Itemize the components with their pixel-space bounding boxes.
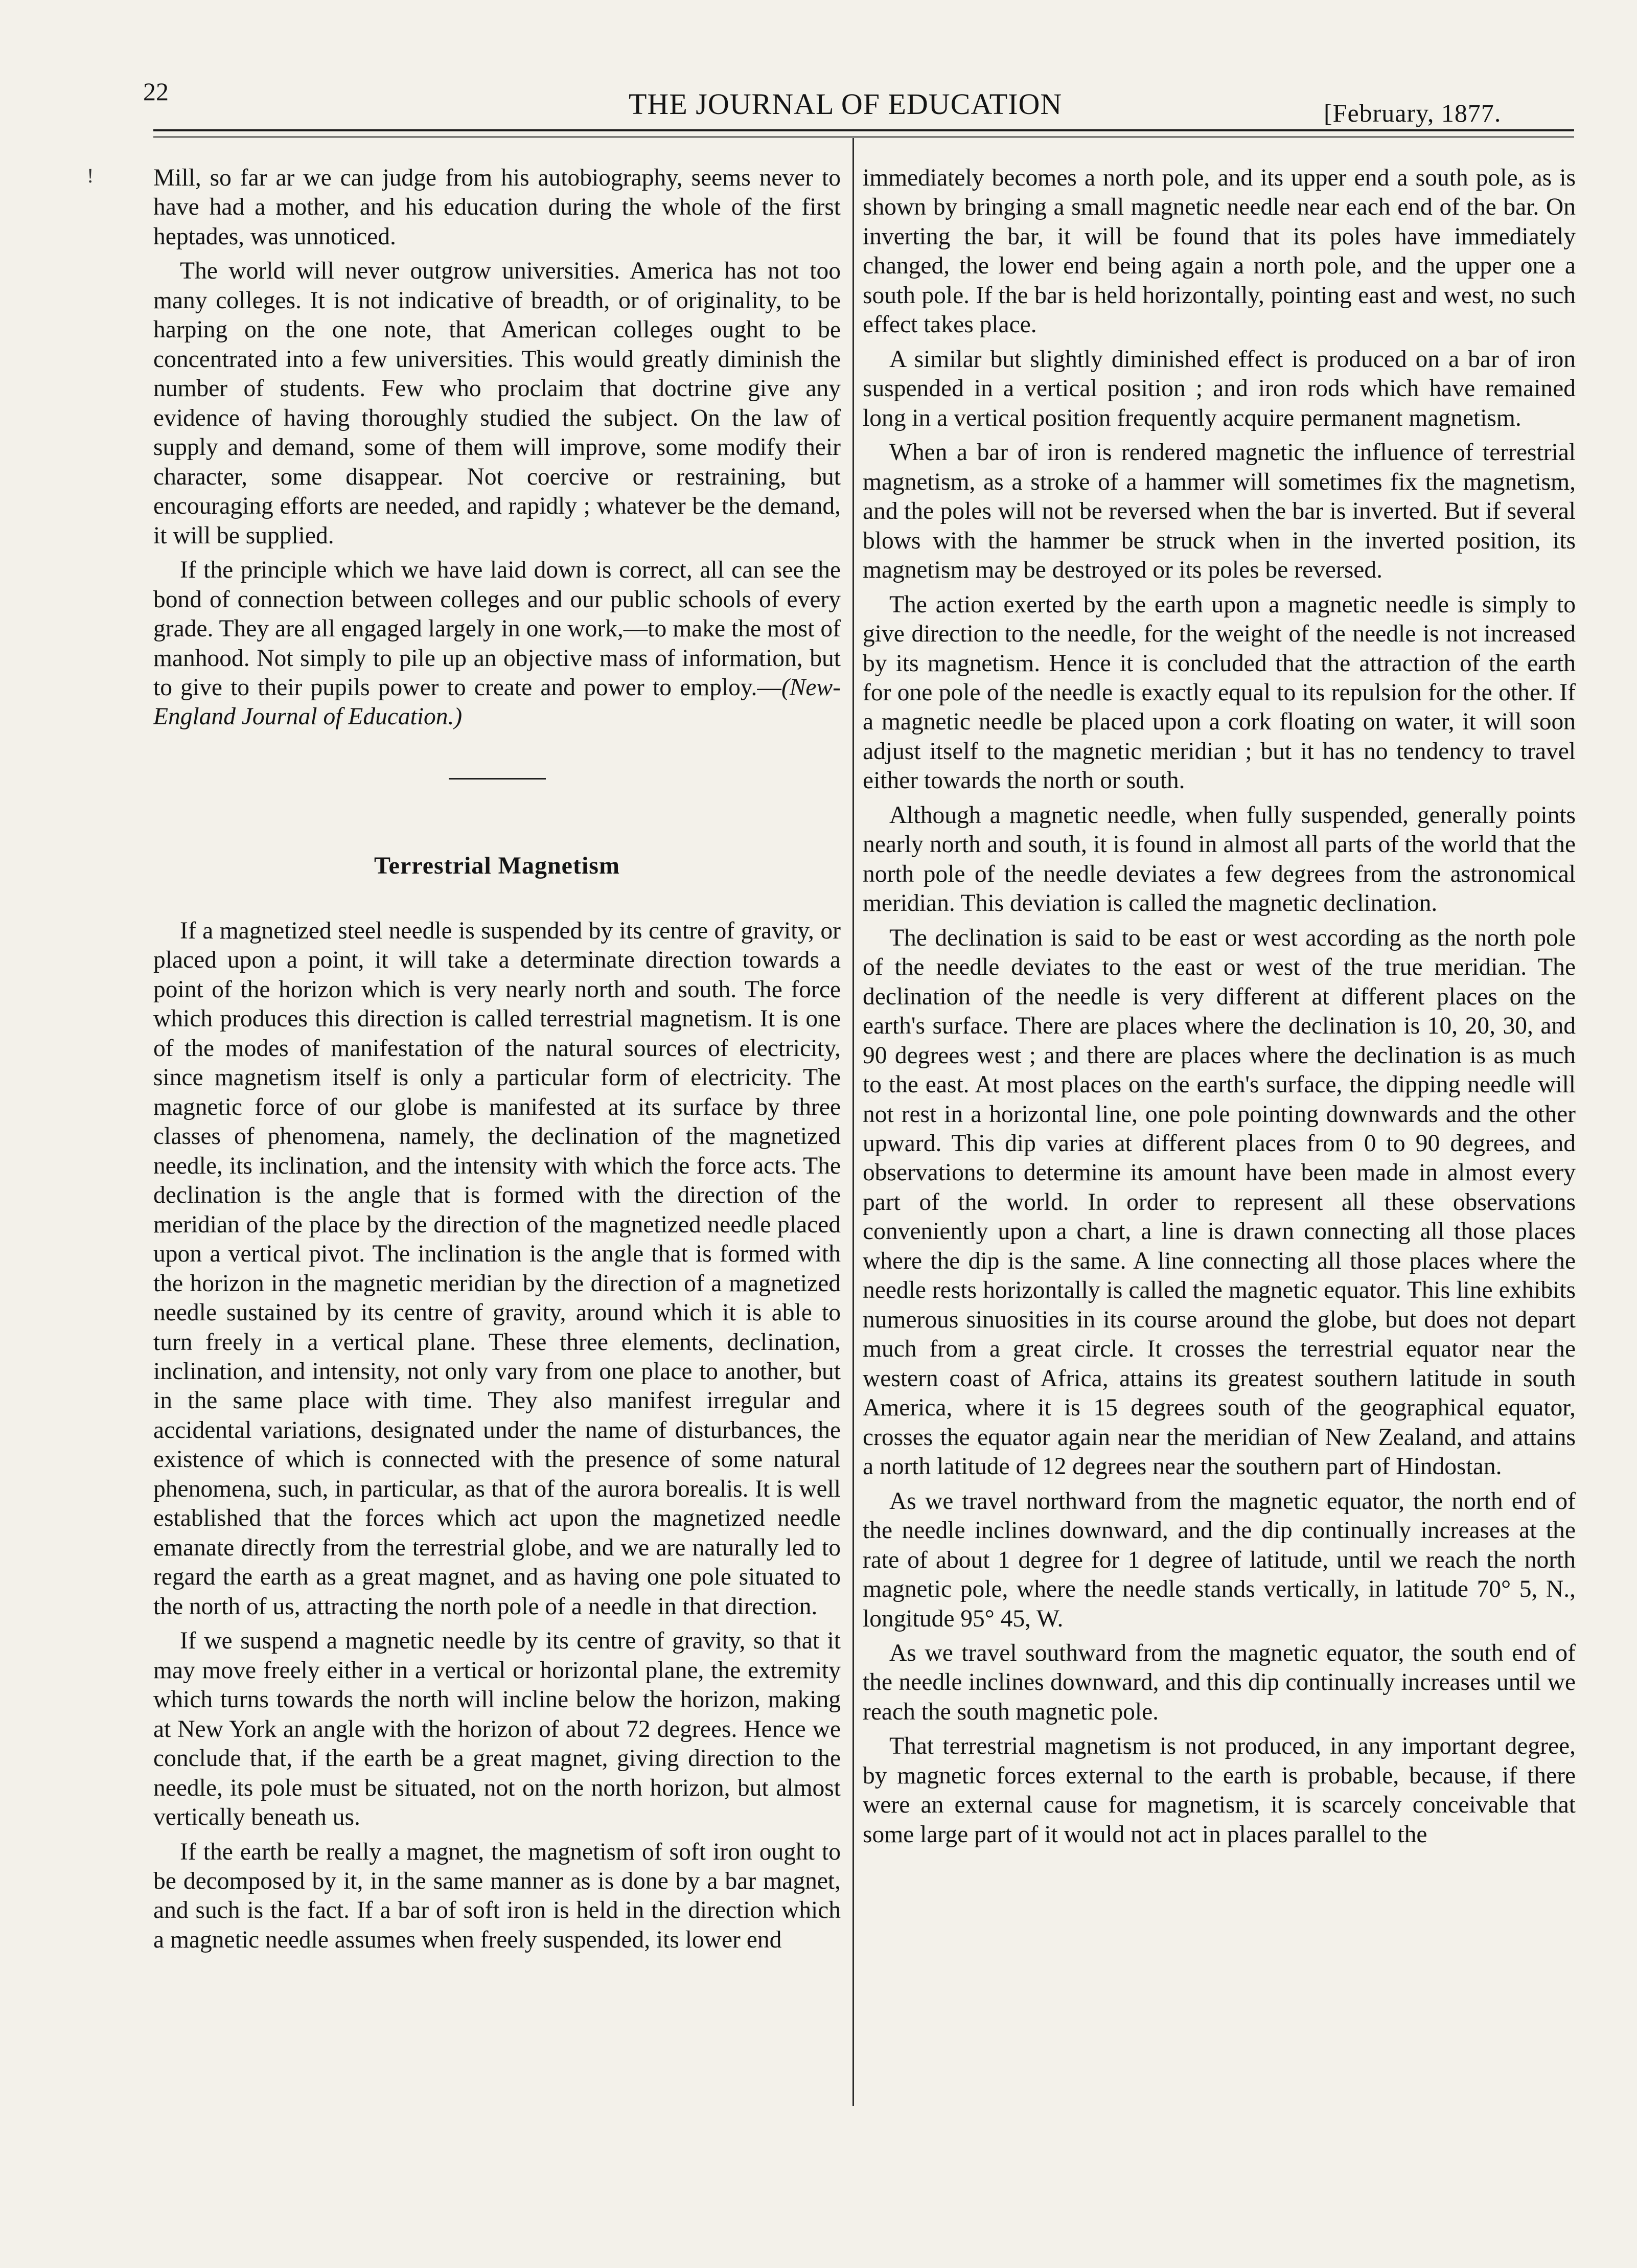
section-paragraph: As we travel southward from the magnetic equator, the south end of the needle inclines downward, and this dip continually increases until we reach the south magnetic pole.: [863, 1639, 1576, 1725]
section-paragraph: That terrestrial magnetism is not produced, in any important degree, by magnetic forces external to the earth is probable, because, if there were an external cause for magnetism, it is scarcely conceivable that some large part of it would not act in places parallel to the: [863, 1733, 1576, 1848]
section-paragraph: immediately becomes a north pole, and its upper end a south pole, as is shown by bringing a small magnetic needle near each end of the bar. On inverting the bar, it will be found that its poles have immediately changed, the lower end being again a north pole, and the upper one a south pole. If the bar is held horizontally, pointing east and west, no such effect takes place.: [863, 165, 1576, 338]
article-paragraph: [153, 556, 841, 732]
page-number: 22: [143, 77, 169, 106]
section-paragraph: The action exerted by the earth upon a magnetic needle is simply to give direction to the needle, for the weight of the needle is not increased by its magnetism. Hence it is concluded that the attraction of the earth for one pole of the needle is exactly equal to its repulsion for the other. If a magnetic needle be placed upon a cork floating on water, it will soon adjust itself to the magnetic meridian ; but it has no tendency to travel either towards the north or south.: [863, 591, 1576, 794]
article-paragraph-text: If the principle which we have laid down is correct, all can see the bond of connection between colleges and our public schools of every grade. They are all engaged largely in one work,—to make the most of manhood. Not simply to pile up an objective mass of information, but to give to their pupils power to create and power to employ.—: [153, 557, 841, 701]
source-credit: (New-England Journal of Education.): [153, 674, 841, 730]
section-divider: [449, 778, 546, 780]
section-paragraph: If the earth be really a magnet, the magnetism of soft iron ought to be decomposed by it, in the same manner as is done by a bar magnet, and such is the fact. If a bar of soft iron is held in the direction which a magnetic needle assumes when freely suspended, its lower end: [153, 1838, 841, 1953]
right-column: [863, 164, 1576, 2101]
section-paragraph: The declination is said to be east or west according as the north pole of the needle deviates to the east or west of the true meridian. The declination of the needle is very different at different places on the earth's surface. There are places where the declination is 10, 20, 30, and 90 degrees west ; and there are places where the declination is as much to the east. At most places on the earth's surface, the dipping needle will not rest in a horizontal line, one pole pointing downwards and the other upward. This dip varies at different places from 0 to 90 degrees, and observations to determine its amount have been made in almost every part of the world. In order to represent all these observations conveniently upon a chart, a line is drawn connecting all those places where the dip is the same. A line connecting all those places where the needle rests horizontally is called the magnetic equator. This line exhibits numerous sinuosities in its course around the globe, but does not depart much from a great circle. It crosses the terrestrial equator near the western coast of Africa, attains its greatest southern latitude in south America, where it is 15 degrees south of the geographical equator, crosses the equator again near the meridian of New Zealand, and attains a north latitude of 12 degrees near the southern part of Hindostan.: [863, 924, 1576, 1480]
section-paragraph: A similar but slightly diminished effect is produced on a bar of iron suspended in a vertical position ; and iron rods which have remained long in a vertical position frequently acquire permanent magnetism.: [863, 346, 1576, 431]
section-paragraph: Although a magnetic needle, when fully suspended, generally points nearly north and south, it is found in almost all parts of the world that the north pole of the needle deviates a few degrees from the astronomical meridian. This deviation is called the magnetic declination.: [863, 801, 1576, 917]
margin-mark: !: [87, 164, 94, 187]
journal-title: THE JOURNAL OF EDUCATION: [629, 87, 1063, 121]
section-paragraph: If we suspend a magnetic needle by its centre of gravity, so that it may move freely either in a vertical or horizontal plane, the extremity which turns towards the north will incline below the horizon, making at New York an angle with the horizon of about 72 degrees. Hence we conclude that, if the earth be a great magnet, giving direction to the needle, its pole must be situated, not on the north horizon, but almost vertically beneath us.: [153, 1628, 841, 1831]
header-rule: [153, 129, 1574, 131]
section-paragraph: If a magnetized steel needle is suspended by its centre of gravity, or placed upon a point, it will take a determinate direction towards a point of the horizon which is very nearly north and south. The force which produces this direction is called terrestrial magnetism. It is one of the modes of manifestation of the natural sources of electricity, since magnetism itself is only a particular form of electricity. The magnetic force of our globe is manifested at its surface by three classes of phenomena, namely, the declination of the magnetized needle, its inclination, and the intensity with which the force acts. The declination is the angle that is formed with the direction of the meridian of the place by the direction of the magnetized needle placed upon a vertical pivot. The inclination is the angle that is formed with the horizon in the magnetic meridian by the direction of a magnetized needle sustained by its centre of gravity, around which it is able to turn freely in a vertical plane. These three elements, declination, inclination, and intensity, not only vary from one place to another, but in the same place with time. They also manifest irregular and accidental variations, designated under the name of disturbances, the existence of which is connected with the presence of some natural phenomena, such, in particular, as that of the aurora borealis. It is well established that the forces which act upon the magnetized needle emanate directly from the terrestrial globe, and we are naturally led to regard the earth as a great magnet, and as having one pole situated to the north of us, attracting the north pole of a needle in that direction.: [153, 917, 841, 1620]
section-paragraph: As we travel northward from the magnetic equator, the north end of the needle inclines downward, and the dip continually increases at the rate of about 1 degree for 1 degree of latitude, until we reach the north magnetic pole, where the needle stands vertically, in latitude 70° 5, N., longitude 95° 45, W.: [863, 1487, 1576, 1632]
article-paragraph: The world will never outgrow universities. America has not too many colleges. It is not indicative of breadth, or of originality, to be harping on the one note, that American colleges ought to be concentrated into a few universities. This would greatly diminish the number of students. Few who proclaim that doctrine give any evidence of having thoroughly studied the subject. On the law of supply and demand, some of them will improve, some modify their character, some disappear. Not coercive or restraining, but encouraging efforts are needed, and rapidly ; whatever be the demand, it will be supplied.: [153, 258, 841, 549]
section-title: Terrestrial Magnetism: [374, 852, 620, 879]
header-rule-thin: [153, 136, 1574, 138]
left-column: [153, 164, 841, 2101]
article-paragraph: Mill, so far ar we can judge from his autobiography, seems never to have had a mother, and his education during the whole of the first heptades, was unnoticed.: [153, 165, 841, 250]
column-divider: [852, 138, 854, 2106]
issue-date: [February, 1877.: [1324, 99, 1502, 127]
section-paragraph: When a bar of iron is rendered magnetic the influence of terrestrial magnetism, as a stroke of a hammer will sometimes fix the magnetism, and the poles will not be reversed when the bar is inverted. But if several blows with the hammer be struck when in the inverted position, its magnetism may be destroyed or its poles be reversed.: [863, 439, 1576, 584]
